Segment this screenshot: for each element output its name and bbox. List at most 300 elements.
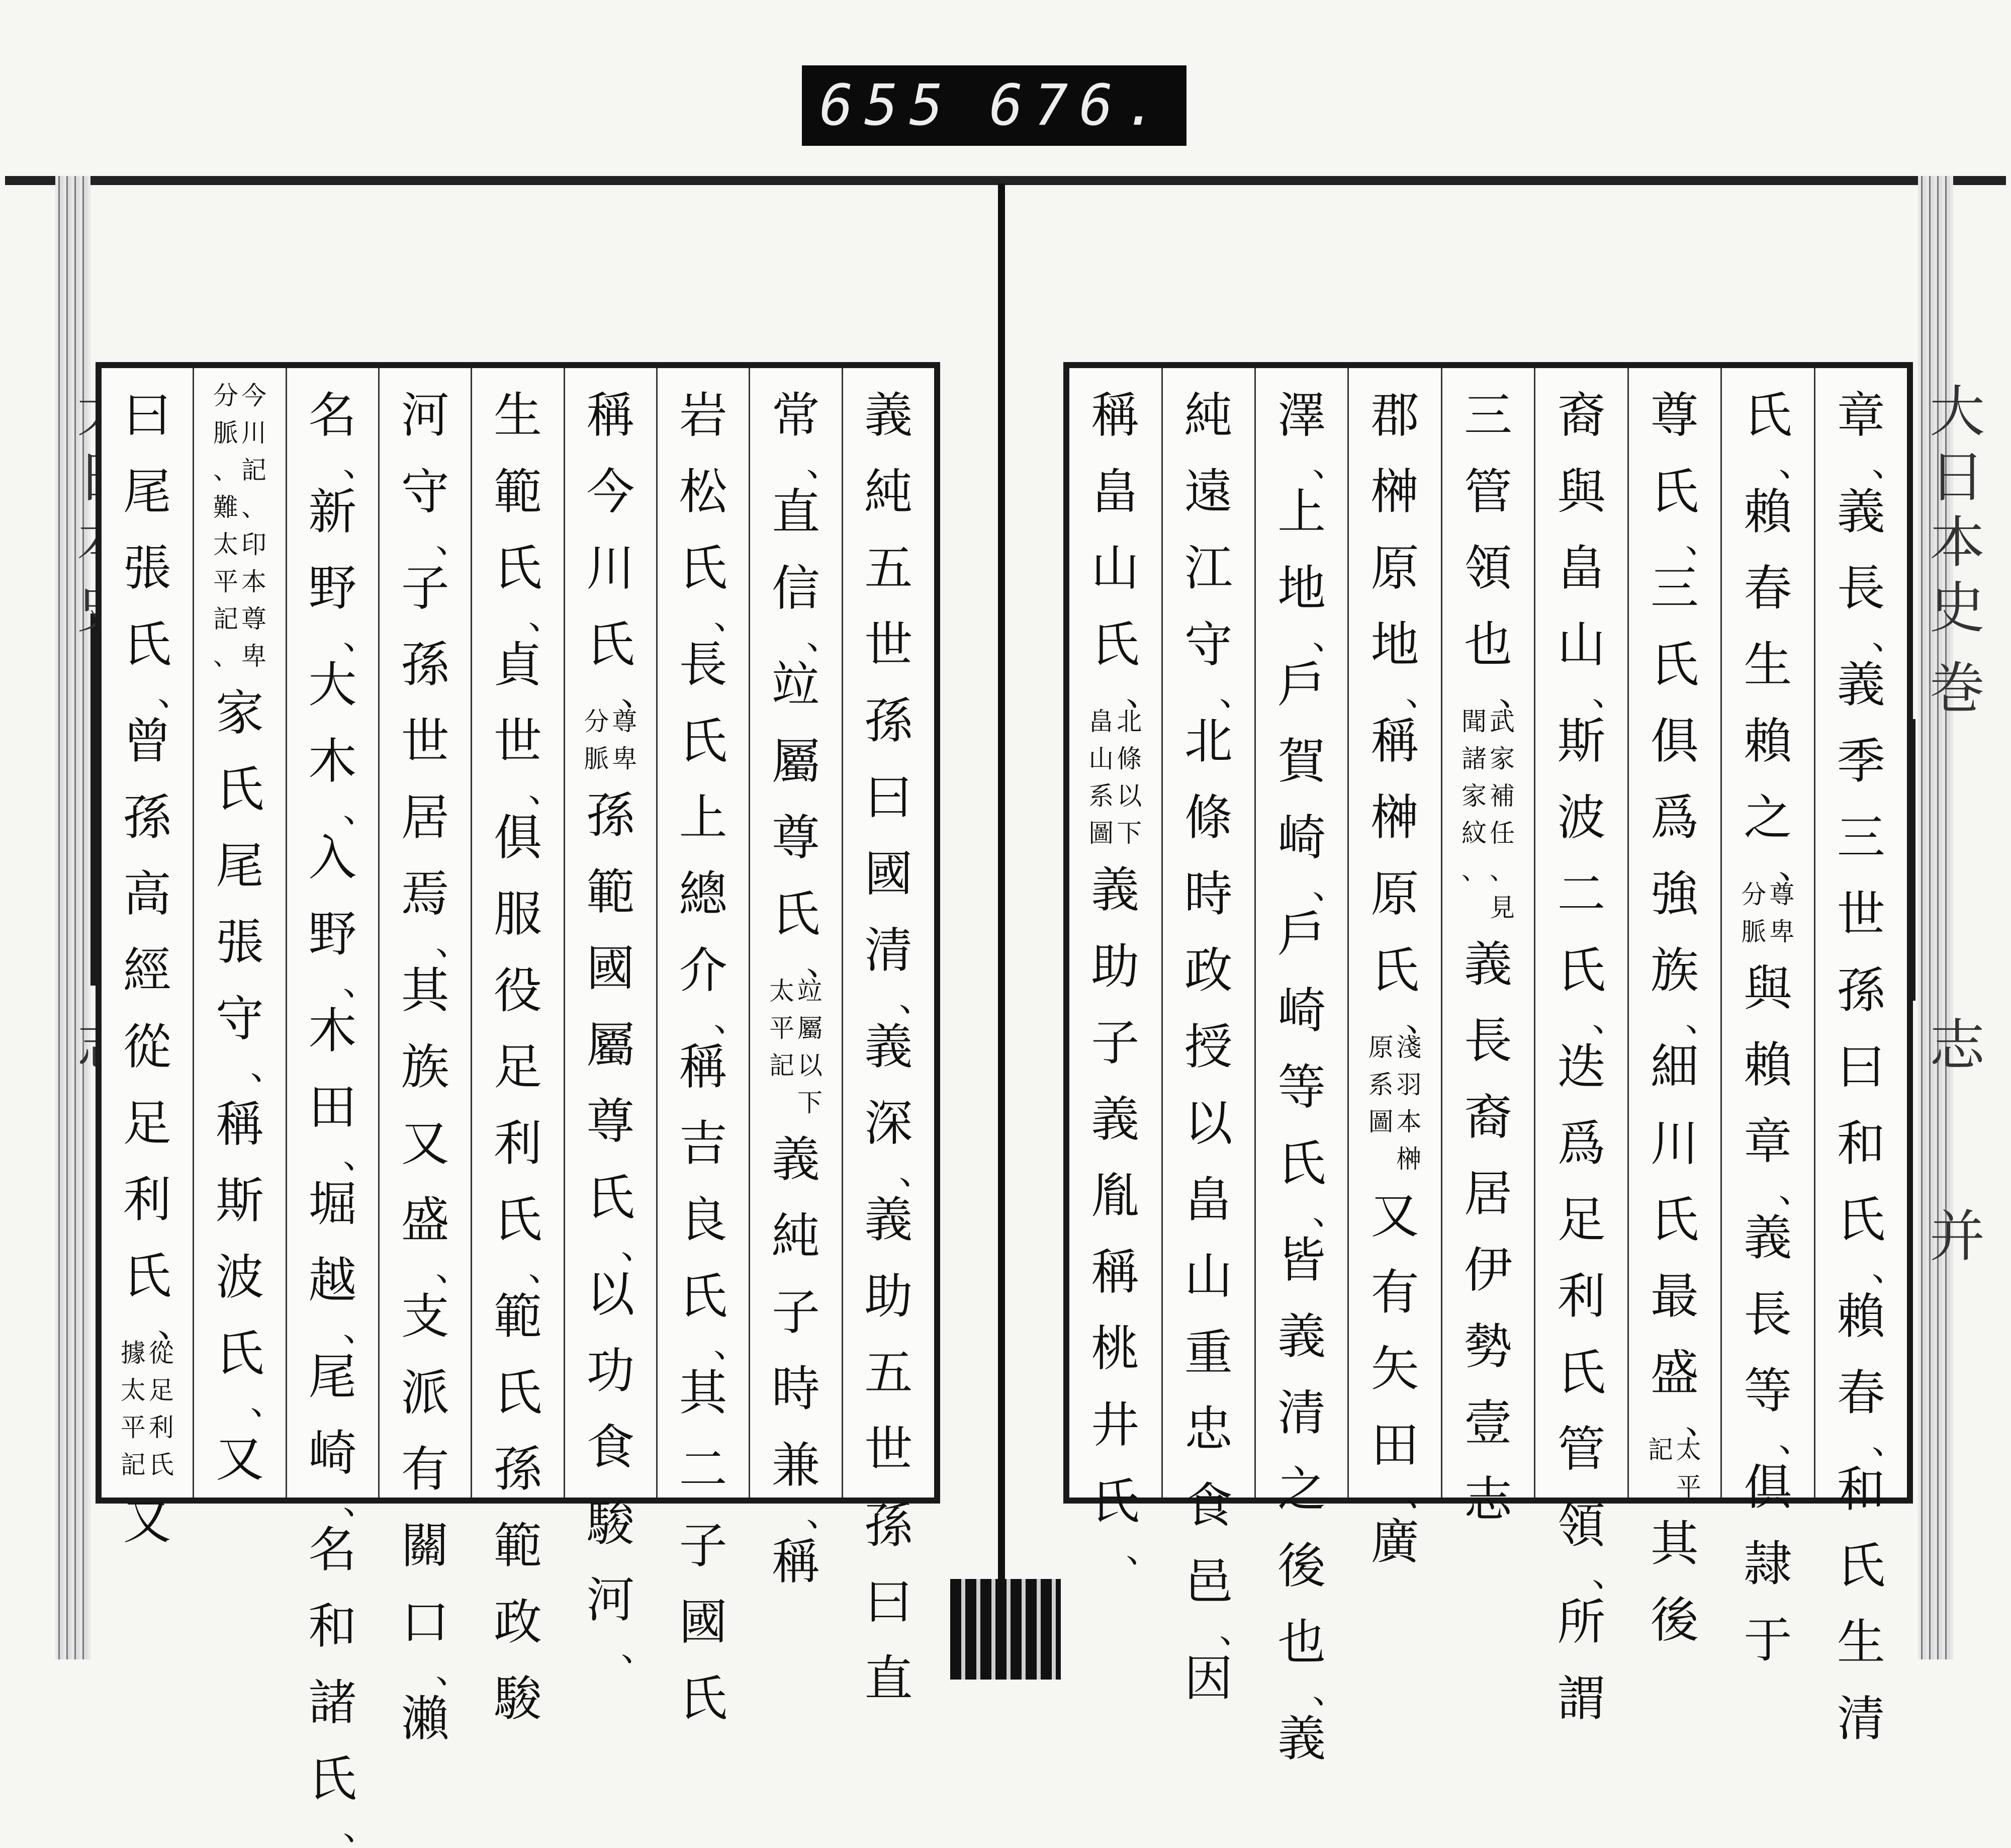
- text-char: 上: [679, 789, 727, 846]
- text-char: 曰: [123, 387, 171, 444]
- binding-clamp: [950, 1579, 1061, 1680]
- interlinear-note: 竝 屬 以 下 太 平 記: [769, 977, 822, 1117]
- text-char: 孫: [1837, 962, 1885, 1019]
- text-char: 經: [123, 942, 171, 999]
- text-char: 松: [679, 464, 727, 520]
- frame-number-end: 676.: [989, 73, 1169, 138]
- text-char: 駿: [494, 1670, 542, 1727]
- text-char: 氏: [216, 1326, 264, 1382]
- text-char: 義: [1277, 1711, 1326, 1767]
- text-char: 有: [1370, 1264, 1419, 1321]
- text-char: 其: [1650, 1516, 1699, 1572]
- text-char: 氏: [1557, 942, 1606, 999]
- text-char: 守: [216, 991, 264, 1047]
- text-char: 和: [1837, 1461, 1885, 1518]
- text-char: 氏: [679, 713, 727, 769]
- text-column: [564, 368, 657, 1669]
- text-char: 氏: [679, 1268, 727, 1325]
- frame-number-start: 655: [819, 73, 955, 138]
- text-char: 、: [806, 942, 842, 983]
- text-char: 孫: [494, 1441, 542, 1498]
- text-char: 又: [123, 1493, 171, 1550]
- text-char: 曰: [864, 1574, 913, 1630]
- text-char: 張: [123, 540, 171, 596]
- text-char: 野: [308, 906, 357, 962]
- text-char: 因: [1184, 1650, 1233, 1707]
- text-char: 春: [1744, 560, 1792, 617]
- text-char: 、: [1778, 1419, 1814, 1460]
- text-char: 孫: [401, 637, 449, 693]
- left-page-columns: [102, 368, 934, 1848]
- text-char: 家: [216, 685, 264, 741]
- text-char: 山: [1091, 540, 1140, 596]
- text-char: 桃: [1091, 1321, 1140, 1377]
- text-char: 地: [1370, 617, 1419, 673]
- text-char: 、: [343, 789, 379, 830]
- text-char: 堀: [308, 1176, 357, 1232]
- text-char: 居: [401, 789, 449, 846]
- text-char: 義: [772, 1131, 820, 1188]
- text-char: 後: [1650, 1592, 1699, 1648]
- interlinear-note: 今 川 記 、 印 本 尊 卑 分 脈 、 難 太 平 記 、: [213, 381, 267, 671]
- text-char: 稱: [216, 1096, 264, 1153]
- text-char: 岩: [679, 387, 727, 444]
- text-char: 、: [621, 1628, 657, 1669]
- text-char: 賴: [1744, 1037, 1792, 1093]
- text-char: 戶: [1277, 657, 1326, 713]
- text-char: 範: [494, 1518, 542, 1574]
- text-char: 名: [308, 1522, 357, 1578]
- text-char: 義: [1277, 1308, 1326, 1365]
- text-char: 、: [1312, 443, 1348, 484]
- text-char: 、: [1312, 616, 1348, 657]
- text-char: 氏: [679, 1670, 727, 1727]
- text-char: 木: [308, 733, 357, 789]
- text-char: 氏: [1650, 1192, 1699, 1248]
- text-char: 清: [864, 922, 913, 979]
- text-char: 管: [1557, 1421, 1606, 1477]
- text-char: 勢: [1464, 1318, 1513, 1375]
- text-char: 氏: [1091, 617, 1140, 673]
- text-char: 今: [586, 464, 635, 520]
- text-char: 範: [494, 1288, 542, 1345]
- text-char: 畠: [1091, 464, 1140, 520]
- text-column: [1720, 368, 1814, 1668]
- text-char: 等: [1277, 1059, 1326, 1115]
- text-char: 矢: [1370, 1341, 1419, 1397]
- text-char: 曾: [123, 713, 171, 769]
- text-char: 守: [1184, 617, 1233, 673]
- text-char: 氏: [1650, 464, 1699, 520]
- text-char: 河: [401, 387, 449, 444]
- text-char: 常: [772, 387, 820, 444]
- text-char: 食: [586, 1419, 635, 1475]
- text-char: 、: [343, 616, 379, 657]
- text-char: 也: [1277, 1614, 1326, 1670]
- text-char: 助: [1091, 938, 1140, 995]
- text-char: 役: [494, 962, 542, 1019]
- text-char: 尾: [216, 838, 264, 894]
- text-char: 曰: [1837, 1039, 1885, 1095]
- text-char: 川: [586, 540, 635, 596]
- text-char: 野: [308, 560, 357, 617]
- text-char: 尊: [772, 810, 820, 866]
- text-char: 、: [1499, 672, 1534, 714]
- text-char: 、: [1312, 1670, 1348, 1711]
- text-char: 以: [586, 1266, 635, 1323]
- text-char: 範: [494, 464, 542, 520]
- text-char: 強: [1650, 866, 1699, 922]
- text-char: 世: [494, 713, 542, 769]
- text-char: 戶: [1277, 906, 1326, 962]
- text-char: 榊: [1370, 789, 1419, 846]
- text-char: 世: [1837, 886, 1885, 942]
- text-char: 、: [528, 769, 564, 810]
- text-char: 、: [1872, 616, 1907, 657]
- text-char: 子: [401, 560, 449, 617]
- text-char: 助: [864, 1268, 913, 1325]
- text-char: 義: [1091, 862, 1140, 918]
- interlinear-note: 太 平 記: [1648, 1435, 1701, 1502]
- text-char: 族: [401, 1039, 449, 1095]
- text-char: 義: [1744, 1210, 1792, 1266]
- text-char: 生: [494, 387, 542, 444]
- text-char: 信: [772, 560, 820, 617]
- text-char: 胤: [1091, 1168, 1140, 1224]
- text-char: 領: [1464, 540, 1513, 596]
- text-char: 、: [806, 443, 842, 484]
- text-char: 、: [1312, 865, 1348, 907]
- text-char: 、: [899, 1151, 934, 1192]
- text-char: 足: [494, 1039, 542, 1095]
- text-char: 田: [1370, 1417, 1419, 1473]
- text-char: 廣: [1370, 1514, 1419, 1570]
- text-char: 曰: [864, 769, 913, 826]
- text-char: 俱: [1650, 713, 1699, 769]
- text-char: 、: [1126, 1529, 1161, 1570]
- text-char: 國: [679, 1594, 727, 1650]
- text-char: 關: [401, 1518, 449, 1574]
- text-char: 崎: [1277, 983, 1326, 1039]
- interlinear-note: 從 足 利 氏 據 太 平 記: [120, 1339, 174, 1479]
- text-char: 畠: [1557, 540, 1606, 596]
- text-char: 、: [1685, 998, 1721, 1039]
- text-char: 又: [401, 1115, 449, 1172]
- text-char: 又: [216, 1431, 264, 1487]
- text-char: 、: [157, 672, 193, 714]
- text-char: 五: [864, 540, 913, 596]
- text-char: 、: [343, 1135, 379, 1176]
- text-char: 、: [1126, 672, 1161, 714]
- interlinear-note: 武 家 補 任 、 見 聞 諸 家 紋 、: [1461, 707, 1515, 922]
- text-char: 氏: [308, 1751, 357, 1807]
- text-char: 春: [1837, 1365, 1885, 1421]
- text-char: 最: [1650, 1268, 1699, 1325]
- frame-number-label: [802, 65, 1186, 146]
- text-char: 氏: [216, 761, 264, 818]
- text-char: 、: [435, 1248, 471, 1289]
- text-char: 也: [1464, 617, 1513, 673]
- text-char: 田: [308, 1079, 357, 1135]
- text-char: 政: [1184, 942, 1233, 999]
- text-char: 、: [1592, 998, 1627, 1039]
- text-char: 族: [1650, 942, 1699, 999]
- text-char: 長: [1464, 1013, 1513, 1069]
- text-char: 、: [806, 616, 842, 657]
- text-column: [193, 368, 285, 1498]
- text-char: 所: [1557, 1594, 1606, 1650]
- text-column: [1627, 368, 1721, 1648]
- text-char: 純: [1184, 387, 1233, 444]
- text-char: 爲: [1650, 789, 1699, 846]
- text-char: 氏: [494, 540, 542, 596]
- text-char: 孫: [864, 1498, 913, 1554]
- right-margin-extra: 并: [1921, 1207, 1985, 1272]
- text-char: 二: [1557, 866, 1606, 922]
- text-char: 、: [343, 1481, 379, 1522]
- text-char: 崎: [308, 1425, 357, 1481]
- text-char: 邑: [1184, 1554, 1233, 1610]
- text-char: 氏: [494, 1192, 542, 1248]
- text-char: 氏: [586, 1170, 635, 1226]
- text-char: 時: [1184, 866, 1233, 922]
- text-char: 、: [1778, 1169, 1814, 1210]
- text-column: [1441, 368, 1534, 1528]
- text-char: 其: [679, 1365, 727, 1421]
- text-char: 和: [308, 1598, 357, 1654]
- text-char: 、: [1592, 1553, 1627, 1595]
- text-char: 支: [401, 1288, 449, 1345]
- text-char: 章: [1837, 387, 1885, 444]
- text-char: 利: [1557, 1268, 1606, 1325]
- text-char: 有: [401, 1441, 449, 1498]
- text-char: 焉: [401, 866, 449, 922]
- text-column: [378, 368, 471, 1747]
- text-char: 壹: [1464, 1395, 1513, 1451]
- text-column: [1347, 368, 1441, 1570]
- text-char: 、: [1685, 519, 1721, 561]
- text-char: 盛: [1650, 1345, 1699, 1401]
- text-char: 、: [1778, 443, 1814, 484]
- text-char: 世: [864, 1421, 913, 1477]
- text-char: 、: [806, 1493, 842, 1534]
- text-char: 足: [1557, 1192, 1606, 1248]
- text-column: [1069, 368, 1161, 1570]
- interlinear-note: 尊 卑 分 脈: [1741, 880, 1795, 946]
- text-char: 越: [308, 1252, 357, 1308]
- text-char: 時: [772, 1361, 820, 1417]
- text-char: 氏: [1091, 1473, 1140, 1530]
- text-char: 世: [864, 617, 913, 673]
- text-char: 波: [216, 1249, 264, 1305]
- text-char: 管: [1464, 464, 1513, 520]
- text-char: 義: [864, 1019, 913, 1075]
- text-char: 五: [864, 1345, 913, 1401]
- text-char: 、: [1592, 672, 1627, 714]
- text-char: 山: [1184, 1248, 1233, 1304]
- text-column: [286, 368, 379, 1848]
- top-binding-rule: [5, 176, 2006, 185]
- text-char: 子: [679, 1518, 727, 1574]
- text-char: 其: [401, 962, 449, 1019]
- text-char: 居: [1464, 1166, 1513, 1222]
- text-char: 、: [528, 1248, 564, 1289]
- text-char: 爲: [1557, 1115, 1606, 1172]
- text-column: [1814, 368, 1907, 1747]
- text-char: 北: [1184, 713, 1233, 769]
- text-char: 、: [343, 962, 379, 1003]
- text-char: 氏: [1277, 1135, 1326, 1192]
- text-char: 澤: [1277, 387, 1326, 444]
- book-spine: [998, 184, 1005, 1680]
- text-char: 與: [1744, 960, 1792, 1017]
- text-char: 派: [401, 1365, 449, 1421]
- text-char: 細: [1650, 1039, 1699, 1095]
- text-char: 賴: [1744, 713, 1792, 769]
- text-char: 國: [864, 846, 913, 902]
- text-char: 深: [864, 1095, 913, 1152]
- text-char: 和: [1837, 1115, 1885, 1172]
- text-char: 義: [1091, 1091, 1140, 1148]
- text-char: 氏: [1837, 1192, 1885, 1248]
- text-char: 、: [713, 998, 749, 1039]
- text-char: 伊: [1464, 1242, 1513, 1298]
- text-char: 從: [123, 1019, 171, 1075]
- text-char: 義: [864, 387, 913, 444]
- text-char: 、: [1405, 672, 1441, 714]
- text-char: 、: [1872, 1248, 1907, 1289]
- text-char: 謂: [1557, 1670, 1606, 1727]
- text-char: 賀: [1277, 733, 1326, 789]
- text-column: [1161, 368, 1254, 1707]
- right-margin-volume: 巻: [1921, 659, 1985, 724]
- text-char: 稱: [586, 387, 635, 444]
- text-char: 氏: [772, 886, 820, 942]
- text-char: 河: [586, 1572, 635, 1628]
- text-char: 稱: [1091, 387, 1140, 444]
- text-char: 以: [1184, 1095, 1233, 1152]
- text-char: 氏: [679, 540, 727, 596]
- text-char: 尊: [1650, 387, 1699, 444]
- text-char: 總: [679, 866, 727, 922]
- text-char: 、: [343, 1308, 379, 1349]
- text-char: 直: [864, 1650, 913, 1707]
- text-char: 氏: [494, 1365, 542, 1421]
- text-char: 氏: [1557, 1345, 1606, 1401]
- text-char: 、: [1778, 845, 1814, 887]
- text-char: 氏: [1837, 1538, 1885, 1594]
- text-char: 功: [586, 1343, 635, 1399]
- text-char: 俱: [494, 810, 542, 866]
- text-char: 、: [343, 443, 379, 484]
- text-char: 、: [621, 672, 657, 714]
- text-char: 、: [435, 519, 471, 561]
- text-char: 隷: [1744, 1536, 1792, 1592]
- text-char: 氏: [1650, 637, 1699, 693]
- right-page: [1063, 362, 1913, 1767]
- text-char: 、: [250, 1381, 286, 1423]
- text-char: 清: [1277, 1385, 1326, 1441]
- text-char: 裔: [1464, 1089, 1513, 1146]
- text-column: [656, 368, 749, 1727]
- text-char: 生: [1744, 637, 1792, 693]
- text-char: 、: [1219, 1610, 1254, 1651]
- text-column: [102, 368, 193, 1550]
- text-char: 兼: [772, 1437, 820, 1493]
- text-char: 、: [713, 596, 749, 637]
- text-char: 稱: [772, 1534, 820, 1590]
- text-char: 尾: [308, 1349, 357, 1405]
- interlinear-note: 淺 羽 本 榊 原 系 圖: [1368, 1033, 1422, 1174]
- text-char: 、: [1219, 672, 1254, 714]
- text-char: 上: [1277, 484, 1326, 540]
- text-char: 氏: [586, 617, 635, 673]
- text-char: 、: [899, 978, 934, 1019]
- text-char: 、: [157, 1304, 193, 1345]
- text-char: 後: [1277, 1538, 1326, 1594]
- text-char: 新: [308, 484, 357, 540]
- text-char: 、: [713, 1324, 749, 1365]
- text-char: 氏: [123, 1248, 171, 1304]
- interlinear-note: 北 條 以 下 畠 山 系 圖: [1088, 707, 1142, 848]
- text-char: 忠: [1184, 1401, 1233, 1457]
- text-char: 尾: [123, 464, 171, 520]
- text-char: 與: [1557, 464, 1606, 520]
- text-char: 介: [679, 942, 727, 999]
- text-char: 吉: [679, 1115, 727, 1172]
- text-char: 于: [1744, 1612, 1792, 1668]
- text-char: 瀨: [401, 1691, 449, 1747]
- text-char: 波: [1557, 789, 1606, 846]
- text-char: 清: [1837, 1691, 1885, 1747]
- right-margin-section: 志: [1921, 1016, 1985, 1081]
- text-char: 名: [308, 387, 357, 444]
- text-char: 斯: [216, 1173, 264, 1229]
- text-char: 重: [1184, 1325, 1233, 1381]
- text-char: 迭: [1557, 1039, 1606, 1095]
- text-char: 服: [494, 886, 542, 942]
- text-char: 義: [1837, 484, 1885, 540]
- text-char: 駿: [586, 1495, 635, 1552]
- text-char: 皆: [1277, 1232, 1326, 1288]
- text-char: 、: [435, 1650, 471, 1691]
- text-char: 稱: [679, 1039, 727, 1095]
- text-char: 氏: [123, 617, 171, 673]
- text-char: 三: [1464, 387, 1513, 444]
- text-char: 盛: [401, 1192, 449, 1248]
- text-char: 、: [1872, 443, 1907, 484]
- text-char: 裔: [1557, 387, 1606, 444]
- text-char: 賴: [1837, 1288, 1885, 1345]
- right-margin-title: 大日本史: [1921, 382, 1985, 644]
- text-char: 三: [1650, 560, 1699, 617]
- text-char: 子: [1091, 1015, 1140, 1071]
- text-char: 竝: [772, 657, 820, 713]
- text-char: 、: [435, 922, 471, 963]
- text-char: 畠: [1184, 1172, 1233, 1228]
- text-char: 足: [123, 1095, 171, 1152]
- text-char: 政: [494, 1594, 542, 1650]
- text-char: 之: [1744, 789, 1792, 846]
- text-char: 孫: [586, 787, 635, 844]
- text-char: 川: [1650, 1115, 1699, 1172]
- text-char: 又: [1370, 1188, 1419, 1244]
- text-char: 義: [1837, 657, 1885, 713]
- text-char: 原: [1370, 540, 1419, 596]
- text-char: 二: [679, 1441, 727, 1498]
- text-char: 山: [1557, 617, 1606, 673]
- text-char: 氏: [1744, 387, 1792, 444]
